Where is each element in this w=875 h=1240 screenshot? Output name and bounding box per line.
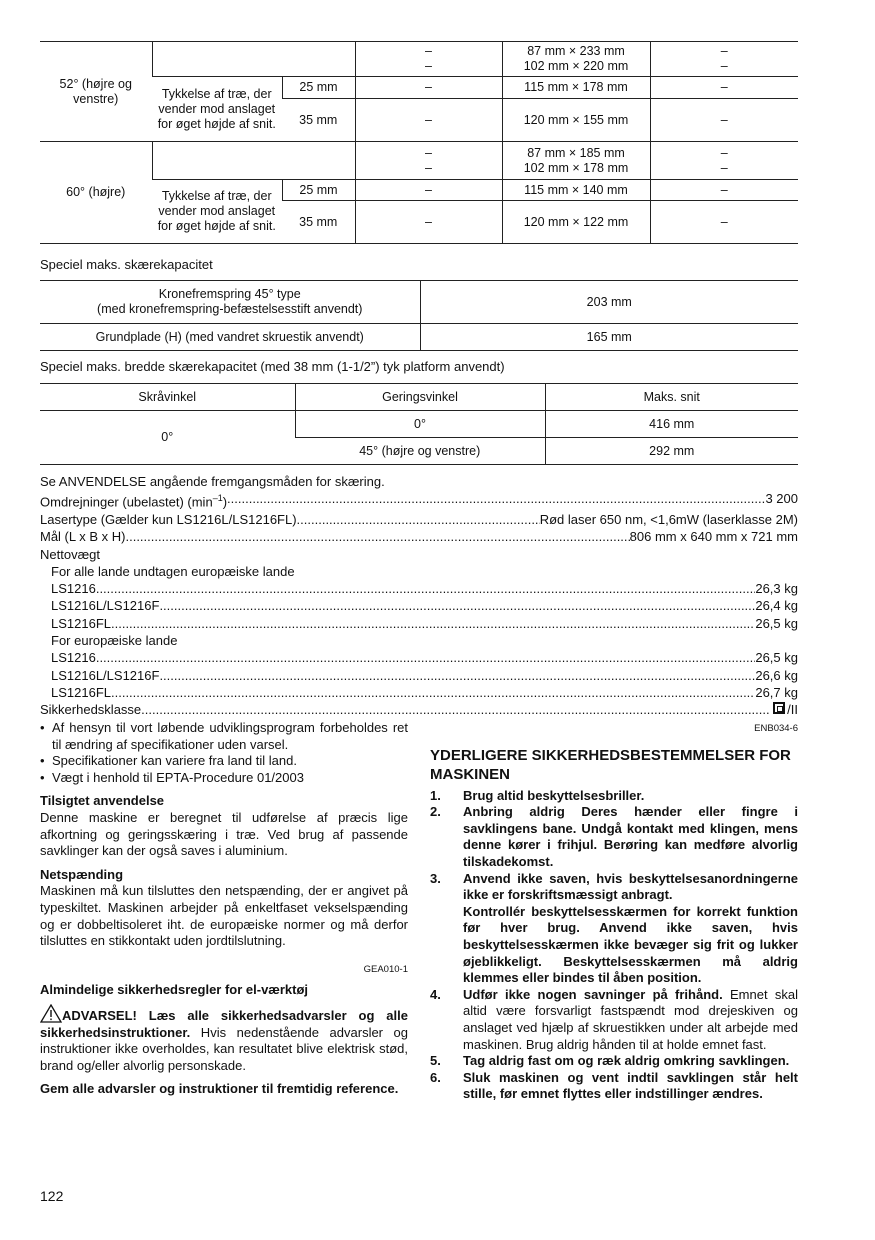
safety-rule: 4. Udfør ikke nogen savninger på frihånd. Emnet skal altid være forsvarligt fastspændt mod drejeskiven og anslaget ved hjælp af skruestikken under alt arbejde med maskinen. Brug aldrig hånden til at holde emnet fast. [430, 986, 798, 1052]
angle-60: 60° (højre) [40, 142, 152, 244]
special-capacity-label: Speciel maks. skærekapacitet [40, 257, 213, 272]
right-column: ENB034-6 YDERLIGERE SIKKERHEDSBESTEMMELSER FOR MASKINEN 1. Brug altid beskyttelsesbriller. 2. Anbring aldrig Deres hænder eller fingre i savklingens bane. Undgå kontakt med klingen, mens denne kører i frihjul. Berøring kan medføre alvorlig tilskadekomst. 3. Anvend ikke saven, hvis beskyttelsesanordningerne ikke er forskriftsmæssigt anbragt. Kontrollér beskyttelsesskærmen for korrekt funktion før hver brug. Anvend ikke saven, hvis beskyttelsesskærmen ikke bevæger sig frit og lukker øjeblikkeligt. Beskyttelsesskærmen må aldrig klemmes eller bindes til åben position. 4. Udfør ikke nogen savninger på frihånd. Emnet skal altid være forsvarligt fastspændt mod drejeskiven og anslaget ved hjælp af skruestikken under alt arbejde med maskinen. Brug aldrig hånden til at holde emnet fast. 5. Tag aldrig fast om og ræk aldrig omkring savklingen. 6. Sluk maskinen og vent indtil savklingen står helt stille, før emnet flyttes eller indstillinger ændres. [430, 723, 798, 1102]
bullet-item: • Af hensyn til vort løbende udviklingsprogram forbeholdes ret til ændring af specifikationer uden varsel. [40, 720, 408, 752]
safety-rule: 3. Anvend ikke saven, hvis beskyttelsesanordningerne ikke er forskriftsmæssigt anbragt. [430, 870, 798, 903]
bullet-item: • Specifikationer kan variere fra land til land. [40, 753, 297, 769]
warning-icon [40, 1004, 62, 1023]
angle-52: 52° (højre og venstre) [40, 42, 152, 142]
weight-row: LS1216FL ..... 26,5 kg [40, 615, 798, 632]
weight-row: LS1216L/LS1216F ..... 26,6 kg [40, 667, 798, 684]
bullet-item: • Vægt i henhold til EPTA-Procedure 01/2003 [40, 769, 304, 785]
cutting-capacity-table: 52° (højre og venstre) – – 87 mm × 233 mm 102 mm × 220 mm – – Tykkelse af træ, der vender mod anslaget for øget højde af snit. 25 mm – 115 mm × 178 mm – 35 mm – 120 mm × 155 mm – 60° (højre) – – 87 mm × 185 mm 102 mm × 178 mm – – Tykkelse af træ, der vender mod anslaget for øget højde af snit. 25 mm – 115 mm × 140 mm – 35 mm – 120 mm × 122 mm – [40, 41, 798, 244]
specifications-list: Se ANVENDELSE angående fremgangsmåden for skæring. Omdrejninger (ubelastet) $(\min^{-1})$ ..... 3 200 Lasertype (Gælder kun LS1216L/LS1216FL) ..... Rød laser 650 nm, <1,6mW (laserklasse 2M) Mål (L x B x H) ..... 806 mm x 640 mm x 721 mm Nettovægt For alle lande undtagen europæiske lande LS1216 ..... 26,3 kg LS1216L/LS1216F ..... 26,4 kg LS1216FL ..... 26,5 kg For europæiske lande LS1216 ..... 26,5 kg LS1216L/LS1216F ..... 26,6 kg LS1216FL ..... 26,7 kg Sikkerhedsklasse ..... /II [40, 473, 798, 718]
double-insulation-icon [773, 702, 785, 714]
weight-row: LS1216FL ..... 26,7 kg [40, 684, 798, 701]
special-capacity-table: Kronefremspring 45° type (med kronefremspring-befæstelsesstift anvendt) 203 mm Grundplade (H) (med vandret skruestik anvendt) 165 mm [40, 280, 798, 351]
left-column: • Af hensyn til vort løbende udviklingsprogram forbeholdes ret til ændring af specifikationer uden varsel. • Specifikationer kan variere fra land til land. • Vægt i henhold til EPTA-Procedure 01/2003 Tilsigtet anvendelse Denne maskine er beregnet til udførelse af præcis lige afkortning og geringsskæring i træ. Ved brug af passende savklinger kan der også saves i aluminium. Netspænding Maskinen må kun tilsluttes den netspænding, der er angivet på typeskiltet. Maskinen arbejder på enkeltfaset vekselspænding og er dobbeltisoleret iht. de europæiske normer og må derfor tilsluttes en stikkontakt uden jordtilslutning. GEA010-1 Almindelige sikkerhedsregler for el-værktøj ADVARSEL! Læs alle sikkerhedsadvarsler og alle sikkerhedsinstruktioner. Hvis nedenstående advarsler og instruktioner ikke overholdes, kan resultatet blive elektrisk stød, brand og/eller alvorlig personskade. Gem alle advarsler og instruktioner til fremtidig reference. [40, 720, 408, 1097]
special-width-table: Skråvinkel Geringsvinkel Maks. snit 0° 0° 416 mm 45° (højre og venstre) 292 mm [40, 383, 798, 465]
weight-row: LS1216 ..... 26,3 kg [40, 580, 798, 597]
page-number: 122 [40, 1188, 64, 1204]
safety-rule: 1. Brug altid beskyttelsesbriller. [430, 787, 645, 803]
safety-rule: Kontrollér beskyttelsesskærmen for korrekt funktion før hver brug. Anvend ikke saven, hvis beskyttelsesskærmen ikke bevæger sig frit og lukker øjeblikkeligt. Beskyttelsesskærmen må aldrig klemmes eller bindes til åben position. [463, 903, 798, 986]
safety-rule: 5. Tag aldrig fast om og ræk aldrig omkring savklingen. [430, 1053, 790, 1069]
section-title: YDERLIGERE SIKKERHEDSBESTEMMELSER FOR MASKINEN [430, 746, 791, 783]
weight-row: LS1216L/LS1216F ..... 26,4 kg [40, 597, 798, 614]
safety-rule: 6. Sluk maskinen og vent indtil savklingen står helt stille, før emnet flyttes eller indstillinger ændres. [430, 1069, 798, 1102]
special-width-label: Speciel maks. bredde skærekapacitet (med 38 mm (1-1/2”) tyk platform anvendt) [40, 359, 505, 374]
safety-rule: 2. Anbring aldrig Deres hænder eller fingre i savklingens bane. Undgå kontakt med klingen, mens denne kører i frihjul. Berøring kan medføre alvorlig tilskadekomst. [430, 804, 798, 869]
weight-row: LS1216 ..... 26,5 kg [40, 649, 798, 666]
